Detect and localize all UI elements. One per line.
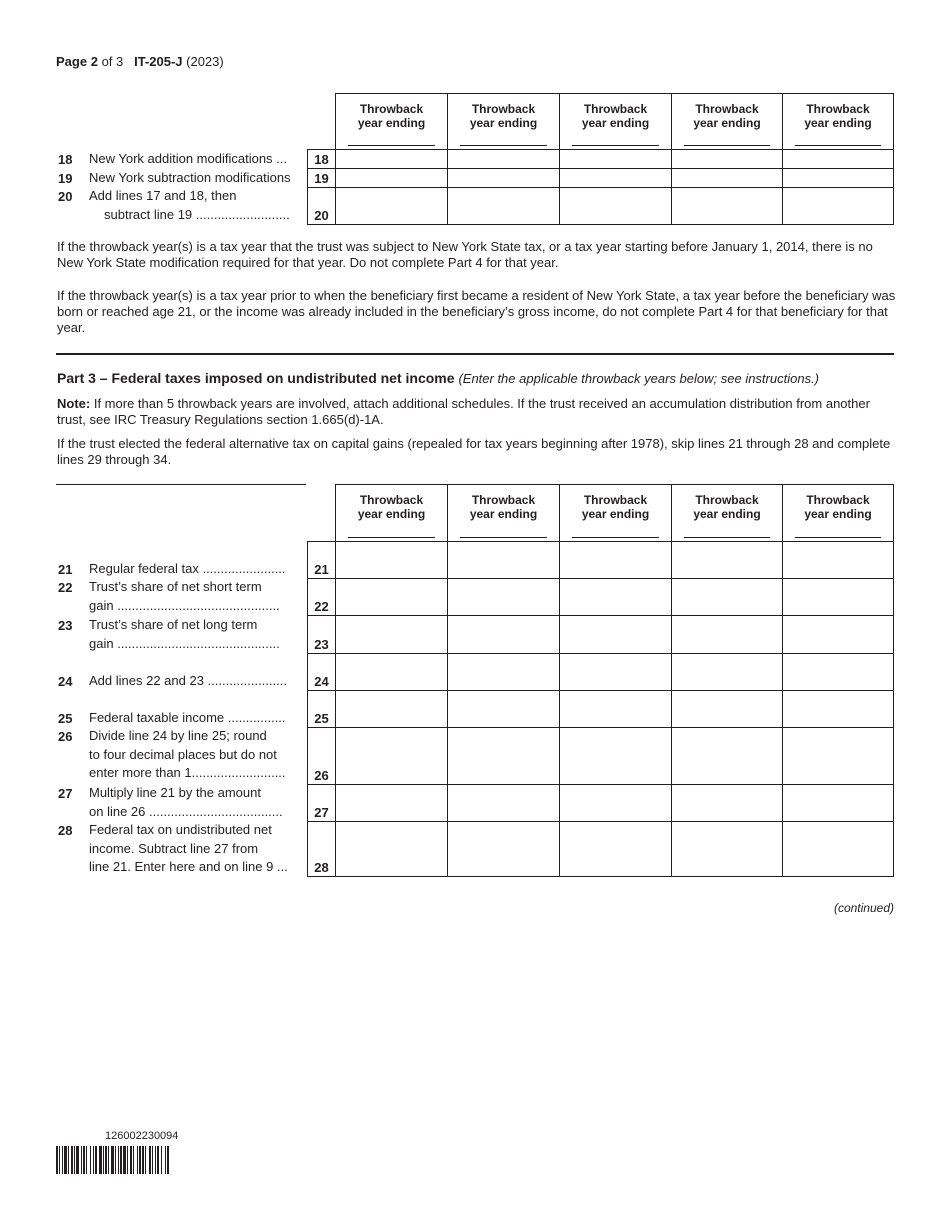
column-header-line1: Throwback (471, 102, 536, 116)
form-year: (2023) (186, 54, 224, 69)
line-box-number (307, 149, 336, 169)
page-header (56, 54, 224, 69)
page-of: of 3 (101, 54, 124, 69)
amount-entry-cell[interactable] (335, 727, 448, 785)
line-box-label: 27 (314, 805, 329, 820)
column-header-line2: year ending (693, 507, 761, 521)
barcode-bar (93, 1146, 94, 1174)
line-box-label: 24 (314, 674, 329, 689)
amount-entry-cell[interactable] (447, 149, 560, 169)
barcode-number: 126002230094 (105, 1130, 179, 1142)
note-text: If more than 5 throwback years are involved, attach additional schedules. If the trust received an accumulation distribution from another trust, see IRC Treasury Regulations section 1.665(d)-1A. (57, 396, 870, 427)
line-box-number (307, 187, 336, 225)
top-column-header (559, 93, 672, 150)
line-box-label: 20 (314, 208, 329, 223)
year-entry-line[interactable] (572, 537, 659, 538)
line-box-label: 18 (314, 152, 329, 167)
amount-entry-cell[interactable] (447, 784, 560, 822)
part3-title-text: Part 3 – Federal taxes imposed on undistributed net income (57, 370, 455, 386)
line-box-number (307, 168, 336, 188)
year-entry-line[interactable] (572, 145, 659, 146)
line-description: Trust’s share of net long term (89, 617, 258, 632)
barcode-bar (86, 1146, 87, 1174)
line-description: gain ............................................. (89, 635, 280, 651)
amount-entry-cell[interactable] (782, 784, 894, 822)
barcode-bar (62, 1146, 63, 1174)
column-header-line2: year ending (804, 116, 872, 130)
line-description: enter more than 1.......................... (89, 765, 286, 781)
line-box-number (307, 653, 336, 691)
amount-entry-cell[interactable] (671, 615, 783, 654)
barcode-bar (105, 1146, 107, 1174)
line-description: gain ............................................. (89, 597, 280, 613)
bottom-column-header (671, 484, 783, 542)
part3-title-note: (Enter the applicable throwback years below; see instructions.) (458, 371, 820, 386)
barcode-bar (137, 1146, 138, 1174)
bottom-column-header (559, 484, 672, 542)
barcode-bar (123, 1146, 126, 1174)
year-entry-line[interactable] (795, 537, 881, 538)
amount-entry-cell[interactable] (559, 578, 672, 616)
column-header-line2: year ending (581, 116, 650, 130)
line-box-number (307, 784, 336, 822)
barcode-bar (145, 1146, 146, 1174)
line-box-label: 21 (314, 562, 329, 577)
year-entry-line[interactable] (684, 537, 770, 538)
line-box-number (307, 578, 336, 616)
line-description: Multiply line 21 by the amount (89, 785, 261, 800)
amount-entry-cell[interactable] (335, 821, 448, 877)
barcode-bar (118, 1146, 119, 1174)
line-number: 22 (58, 580, 73, 595)
amount-entry-cell[interactable] (559, 690, 672, 728)
line-description: New York addition modifications ... (89, 151, 287, 166)
barcode-bar (152, 1146, 153, 1174)
barcode-bar (56, 1146, 58, 1174)
barcode-bar (149, 1146, 151, 1174)
amount-entry-cell[interactable] (782, 727, 894, 785)
amount-entry-cell[interactable] (671, 690, 783, 728)
amount-entry-cell[interactable] (559, 187, 672, 225)
column-header-line1: Throwback (359, 493, 424, 507)
amount-entry-cell[interactable] (447, 690, 560, 728)
barcode-bar (59, 1146, 60, 1174)
line-box-label: 25 (314, 711, 329, 726)
line-description: Regular federal tax ....................... (89, 561, 286, 576)
amount-entry-cell[interactable] (782, 821, 894, 877)
bottom-column-header (782, 484, 894, 542)
barcode-bar (120, 1146, 122, 1174)
line-number: 23 (58, 618, 73, 633)
line-description: to four decimal places but do not (89, 746, 277, 762)
year-entry-line[interactable] (348, 537, 435, 538)
line-description: Federal tax on undistributed net (89, 822, 272, 837)
amount-entry-cell[interactable] (447, 541, 560, 579)
section-divider (56, 353, 894, 355)
note-label: Note: (57, 396, 91, 411)
barcode-bar (74, 1146, 75, 1174)
barcode-bar (108, 1146, 109, 1174)
amount-entry-cell[interactable] (782, 653, 894, 691)
amount-entry-cell[interactable] (335, 149, 448, 169)
line-description: Trust’s share of net short term (89, 579, 262, 594)
line-number: 26 (58, 729, 73, 744)
column-header-line1: Throwback (806, 493, 870, 507)
column-header-line1: Throwback (471, 493, 536, 507)
amount-entry-cell[interactable] (782, 168, 894, 188)
barcode-image (56, 1146, 240, 1174)
barcode-bar (161, 1146, 162, 1174)
amount-entry-cell[interactable] (335, 615, 448, 654)
barcode-bar (115, 1146, 116, 1174)
line-box-number (307, 727, 336, 785)
paragraph-nys-tax: If the throwback year(s) is a tax year that the trust was subject to New York State tax, or a tax year starting before January 1, 2014, there is no New York State modification required for that year. Do not complete Part 4 for that year. (57, 239, 873, 270)
amount-entry-cell[interactable] (559, 653, 672, 691)
barcode-bar (71, 1146, 73, 1174)
column-header-line1: Throwback (695, 493, 759, 507)
amount-entry-cell[interactable] (559, 168, 672, 188)
column-header-line1: Throwback (695, 102, 759, 116)
line-box-label: 22 (314, 599, 329, 614)
line-box-label: 19 (314, 171, 329, 186)
form-id: IT-205-J (134, 54, 183, 69)
line-description: subtract line 19 .......................... (104, 206, 290, 222)
line-box-number (307, 690, 336, 728)
year-entry-line[interactable] (460, 145, 547, 146)
barcode-bar (127, 1146, 128, 1174)
amount-entry-cell[interactable] (671, 149, 783, 169)
line-box-label: 28 (314, 860, 329, 875)
amount-entry-cell[interactable] (559, 784, 672, 822)
amount-entry-cell[interactable] (671, 578, 783, 616)
amount-entry-cell[interactable] (335, 168, 448, 188)
amount-entry-cell[interactable] (447, 187, 560, 225)
column-header-line1: Throwback (359, 102, 424, 116)
year-entry-line[interactable] (795, 145, 881, 146)
column-header-line2: year ending (693, 116, 761, 130)
line-description: New York subtraction modifications (89, 170, 291, 185)
year-entry-line[interactable] (348, 145, 435, 146)
line-number: 20 (58, 189, 73, 204)
top-column-header (335, 93, 448, 150)
line-number: 19 (58, 171, 73, 186)
barcode-bar (64, 1146, 67, 1174)
barcode-bar (99, 1146, 102, 1174)
barcode-bar (165, 1146, 166, 1174)
line-number: 18 (58, 152, 73, 167)
line-number: 21 (58, 562, 73, 577)
line-number: 28 (58, 823, 73, 838)
column-header-line2: year ending (804, 507, 872, 521)
barcode-bar (81, 1146, 82, 1174)
year-entry-line[interactable] (460, 537, 547, 538)
amount-entry-cell[interactable] (782, 187, 894, 225)
top-column-header (782, 93, 894, 150)
amount-entry-cell[interactable] (335, 578, 448, 616)
column-header-line2: year ending (469, 116, 538, 130)
top-column-header (671, 93, 783, 150)
line-number: 27 (58, 786, 73, 801)
bottom-column-header (335, 484, 448, 542)
amount-entry-cell[interactable] (447, 578, 560, 616)
amount-entry-cell[interactable] (335, 653, 448, 691)
barcode-bar (142, 1146, 144, 1174)
amount-entry-cell[interactable] (559, 615, 672, 654)
line-description: Add lines 22 and 23 ...................... (89, 673, 287, 688)
bottom-column-header (447, 484, 560, 542)
amount-entry-cell[interactable] (447, 727, 560, 785)
barcode-bar (76, 1146, 79, 1174)
amount-entry-cell[interactable] (671, 821, 783, 877)
page-number: 2 (90, 54, 98, 69)
column-header-line2: year ending (357, 116, 426, 130)
barcode-bar (157, 1146, 159, 1174)
line-description: Add lines 17 and 18, then (89, 188, 237, 203)
line-description: on line 26 ..................................... (89, 803, 283, 819)
line-description: income. Subtract line 27 from (89, 840, 259, 856)
part3-alt-tax-text: If the trust elected the federal alternative tax on capital gains (repealed for tax years beginning after 1978), skip lines 21 through 28 and complete lines 29 through 34. (57, 436, 891, 467)
amount-entry-cell[interactable] (782, 578, 894, 616)
paragraph-beneficiary: If the throwback year(s) is a tax year prior to when the beneficiary first became a resident of New York State, a tax year before the beneficiary was born or reached age 21, or the income was already included in the beneficiary’s gross income, do not complete Part 4 for that beneficiary for that year. (57, 288, 896, 335)
part3-note (57, 396, 897, 428)
barcode-bar (133, 1146, 134, 1174)
barcode-bar (130, 1146, 132, 1174)
barcode-bar (103, 1146, 104, 1174)
part3-title (57, 370, 819, 386)
column-header-line1: Throwback (583, 493, 648, 507)
amount-entry-cell[interactable] (559, 821, 672, 877)
amount-entry-cell[interactable] (559, 541, 672, 579)
column-header-line2: year ending (581, 507, 650, 521)
year-entry-line[interactable] (684, 145, 770, 146)
table-top-rule (56, 484, 306, 485)
amount-entry-cell[interactable] (559, 727, 672, 785)
line-number: 25 (58, 711, 73, 726)
barcode-bar (155, 1146, 156, 1174)
amount-entry-cell[interactable] (782, 615, 894, 654)
barcode-bar (111, 1146, 114, 1174)
column-header-line1: Throwback (583, 102, 648, 116)
barcode-bar (83, 1146, 85, 1174)
continued-label: (continued) (833, 901, 894, 915)
barcode-bar (139, 1146, 141, 1174)
amount-entry-cell[interactable] (782, 541, 894, 579)
amount-entry-cell[interactable] (671, 168, 783, 188)
amount-entry-cell[interactable] (447, 615, 560, 654)
line-box-label: 26 (314, 768, 329, 783)
column-header-line1: Throwback (806, 102, 870, 116)
column-header-line2: year ending (469, 507, 538, 521)
line-description: line 21. Enter here and on line 9 ... (89, 859, 288, 875)
barcode-bar (167, 1146, 169, 1174)
amount-entry-cell[interactable] (335, 187, 448, 225)
barcode-bar (68, 1146, 69, 1174)
amount-entry-cell[interactable] (671, 653, 783, 691)
line-description: Federal taxable income ................ (89, 710, 286, 725)
amount-entry-cell[interactable] (335, 541, 448, 579)
amount-entry-cell[interactable] (671, 541, 783, 579)
amount-entry-cell[interactable] (335, 690, 448, 728)
amount-entry-cell[interactable] (447, 653, 560, 691)
amount-entry-cell[interactable] (782, 149, 894, 169)
amount-entry-cell[interactable] (559, 149, 672, 169)
amount-entry-cell[interactable] (782, 690, 894, 728)
amount-entry-cell[interactable] (671, 187, 783, 225)
amount-entry-cell[interactable] (671, 784, 783, 822)
line-box-label: 23 (314, 637, 329, 652)
top-column-header (447, 93, 560, 150)
barcode-bar (90, 1146, 91, 1174)
line-box-number (307, 541, 336, 579)
amount-entry-cell[interactable] (447, 168, 560, 188)
line-number: 24 (58, 674, 73, 689)
line-description: Divide line 24 by line 25; round (89, 728, 267, 743)
column-header-line2: year ending (357, 507, 426, 521)
line-box-number (307, 615, 336, 654)
amount-entry-cell[interactable] (447, 821, 560, 877)
page-label: Page (56, 54, 88, 69)
amount-entry-cell[interactable] (335, 784, 448, 822)
barcode-bar (95, 1146, 97, 1174)
amount-entry-cell[interactable] (671, 727, 783, 785)
line-box-number (307, 821, 336, 877)
